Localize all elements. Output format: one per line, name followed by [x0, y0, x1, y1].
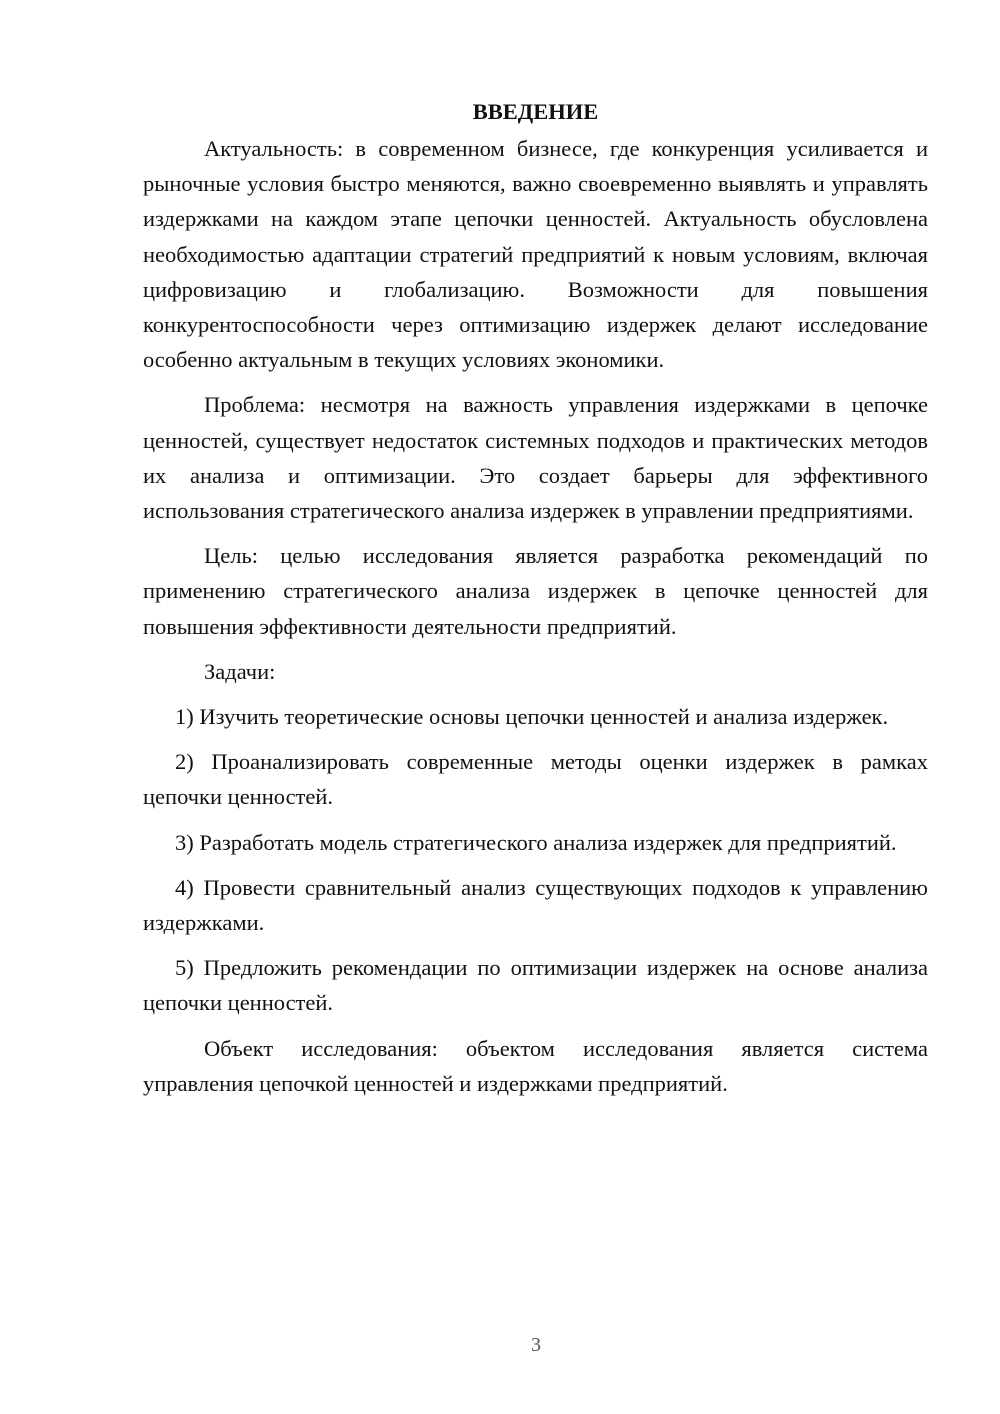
title-wrapper: [143, 94, 928, 129]
task-item-2: 2) Проанализировать современные методы оценки издержек в рамках цепочки ценностей.: [143, 749, 928, 810]
paragraph-goal: Цель: целью исследования является разработка рекомендаций по применению стратегического анализа издержек в цепочке ценностей для повышения эффективности деятельности предприятий.: [143, 543, 928, 639]
task-item-5: 5) Предложить рекомендации по оптимизации издержек на основе анализа цепочки ценностей.: [143, 955, 928, 1016]
page-number: 3: [531, 1334, 541, 1356]
task-item-1: 1) Изучить теоретические основы цепочки ценностей и анализа издержек.: [175, 704, 889, 730]
task-item-3: 3) Разработать модель стратегического анализа издержек для предприятий.: [175, 829, 897, 855]
paragraph-problem: Проблема: несмотря на важность управления издержками в цепочке ценностей, существует недостаток системных подходов и практических методов их анализа и оптимизации. Это создает барьеры для эффективного использования стратегического анализа издержек в управлении предприятиями.: [143, 392, 928, 524]
tasks-heading: Задачи:: [204, 658, 276, 684]
section-title: ВВЕДЕНИЕ: [472, 99, 599, 124]
task-item-4: 4) Провести сравнительный анализ существующих подходов к управлению издержками.: [143, 874, 928, 936]
page-content: [143, 94, 928, 1111]
paragraph-object: Объект исследования: объектом исследования является система управления цепочкой ценностей и издержками предприятий.: [143, 1035, 928, 1096]
paragraph-relevance: Актуальность: в современном бизнесе, где конкуренция усиливается и рыночные условия быстро меняются, важно своевременно выявлять и управлять издержками на каждом этапе цепочки ценностей. Актуальность обусловлена необходимостью адаптации стратегий предприятий к новым условиям, включая цифровизацию и глобализацию. Возможности для повышения конкурентоспособности через оптимизацию издержек делают исследование особенно актуальным в текущих условиях экономики.: [143, 136, 928, 373]
